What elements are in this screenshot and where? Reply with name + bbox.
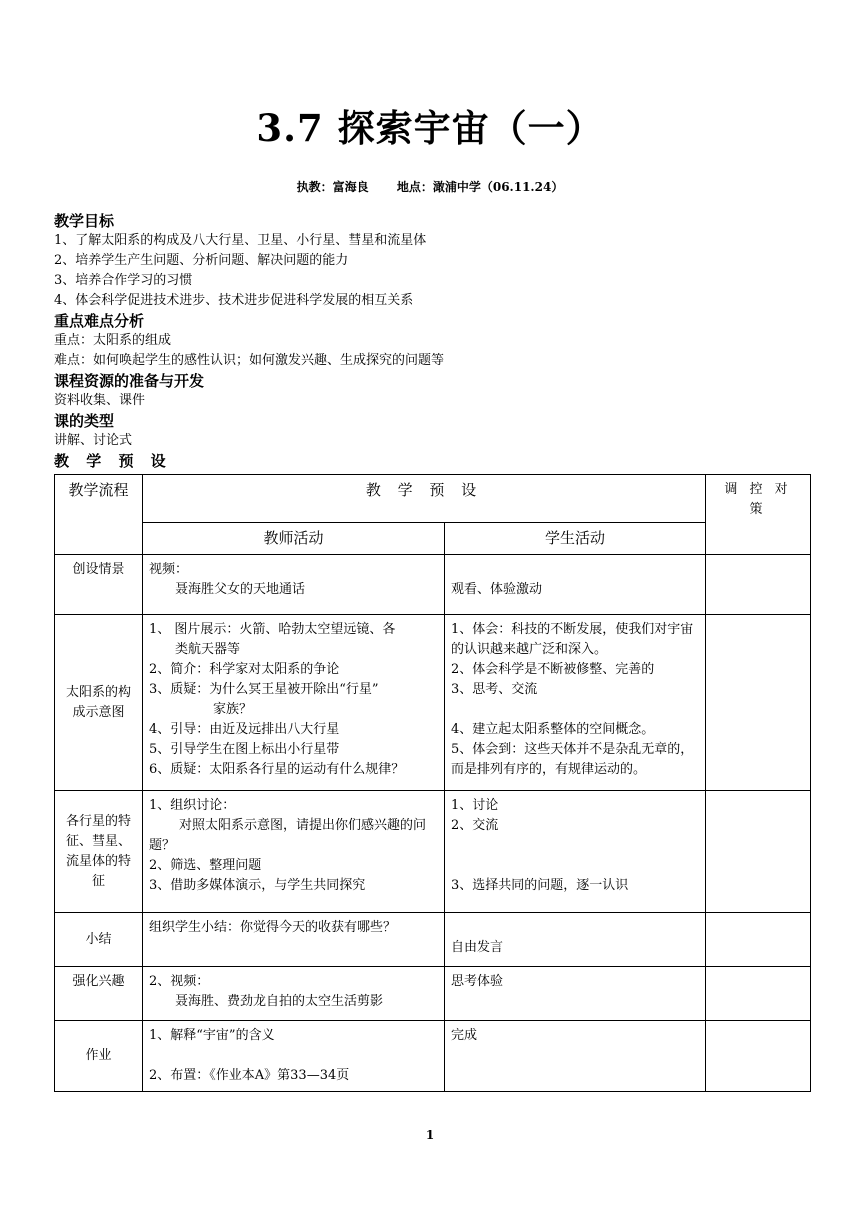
teacher-line: 4、引导：由近及远排出八大行星 [149,722,340,737]
student-cell [445,1021,706,1092]
author-line [0,178,860,195]
plan-heading: 教 学 预 设 [54,452,172,470]
control-cell [706,555,811,615]
student-line: 完成 [451,1028,478,1043]
col-plan-header: 教 学 预 设 [143,475,706,523]
stage-cell: 创设情景 [55,555,143,615]
table-row [55,1021,811,1092]
stage-cell: 各行星的特征、彗星、流星体的特征 [55,791,143,913]
student-cell [445,615,706,791]
type-heading: 课的类型 [54,412,115,430]
control-cell [706,615,811,791]
goal-item: 4、体会科学促进技术进步、技术进步促进科学发展的相互关系 [54,293,414,308]
teacher-line: 1、解释“宇宙”的含义 [149,1028,275,1043]
student-line: 4、建立起太阳系整体的空间概念。 [451,722,655,737]
lesson-plan-table [54,474,811,1092]
student-cell [445,555,706,615]
table-row [55,615,811,791]
teacher-cell [143,615,445,791]
teacher-line: 聂海胜父女的天地通话 [175,582,306,597]
teacher-line: 2、布置：《作业本A》第33—34页 [149,1068,350,1083]
student-cell [445,913,706,967]
teacher-line: 1、组织讨论： [149,798,236,813]
stage-cell: 作业 [55,1021,143,1092]
goal-item: 1、了解太阳系的构成及八大行星、卫星、小行星、彗星和流星体 [54,233,427,248]
teacher-cell [143,913,445,967]
teacher-line: 组织学生小结：你觉得今天的收获有哪些？ [149,920,397,935]
control-cell [706,913,811,967]
teacher-line: 聂海胜、费劲龙自拍的太空生活剪影 [175,994,384,1009]
teacher-line: 视频： [149,562,189,577]
page-title: 3.7 探索宇宙（一） [256,106,604,150]
lesson-place: 地点：澉浦中学（06.11.24） [396,180,564,194]
teacher-line: 5、引导学生在图上标出小行星带 [149,742,340,757]
goals-heading: 教学目标 [54,212,115,230]
teacher-line: 1、 图片展示：火箭、哈勃太空望远镜、各 [149,622,396,637]
student-line: 5、体会到：这些天体并不是杂乱无章的，而是排列有序的，有规律运动的。 [451,742,694,777]
teacher-line: 对照太阳系示意图，请提出你们感兴趣的问题？ [149,818,427,853]
key-heading: 重点难点分析 [54,312,145,330]
table-row [55,913,811,967]
student-line: 1、体会：科技的不断发展，使我们对宇宙的认识越来越广泛和深入。 [451,622,694,657]
student-cell [445,791,706,913]
student-line: 思考体验 [451,974,504,989]
type-text: 讲解、讨论式 [54,433,133,448]
student-line: 3、思考、交流 [451,682,538,697]
table-row [55,791,811,913]
teacher-line: 3、质疑：为什么冥王星被开除出“行星” [149,682,379,697]
control-cell [706,1021,811,1092]
col-control-header: 调 控 对 策 [706,475,811,555]
teacher-line: 2、简介：科学家对太阳系的争论 [149,662,340,677]
student-line: 自由发言 [451,940,504,955]
control-cell [706,967,811,1021]
student-line: 3、选择共同的问题，逐一认识 [451,878,629,893]
teacher-cell [143,555,445,615]
teacher-line: 3、借助多媒体演示，与学生共同探究 [149,878,366,893]
teacher-line: 类航天器等 [175,642,241,657]
lesson-body [54,211,814,471]
goal-item: 2、培养学生产生问题、分析问题、解决问题的能力 [54,253,349,268]
resources-heading: 课程资源的准备与开发 [54,372,205,390]
col-flow-header: 教学流程 [55,475,143,555]
teacher-line: 家族？ [213,702,253,717]
student-line: 2、交流 [451,818,499,833]
teacher-cell [143,791,445,913]
col-teacher-header: 教师活动 [143,523,445,555]
student-line: 2、体会科学是不断被修整、完善的 [451,662,655,677]
difficulty-point: 难点：如何唤起学生的感性认识；如何激发兴趣、生成探究的问题等 [54,353,445,368]
teacher-cell [143,1021,445,1092]
student-line: 1、讨论 [451,798,499,813]
student-line: 观看、体验激动 [451,582,543,597]
control-cell [706,791,811,913]
page-number: 1 [425,1128,435,1142]
goal-item: 3、培养合作学习的习惯 [54,273,193,288]
stage-cell: 太阳系的构成示意图 [55,615,143,791]
student-cell [445,967,706,1021]
key-point: 重点：太阳系的组成 [54,333,172,348]
table-row [55,555,811,615]
teacher-name: 执教：富海良 [296,180,369,194]
stage-cell: 小结 [55,913,143,967]
teacher-line: 2、视频： [149,974,210,989]
teacher-cell [143,967,445,1021]
stage-cell: 强化兴趣 [55,967,143,1021]
teacher-line: 6、质疑：太阳系各行星的运动有什么规律？ [149,762,405,777]
teacher-line: 2、筛选、整理问题 [149,858,262,873]
resources-text: 资料收集、课件 [54,393,146,408]
table-row [55,967,811,1021]
col-student-header: 学生活动 [445,523,706,555]
